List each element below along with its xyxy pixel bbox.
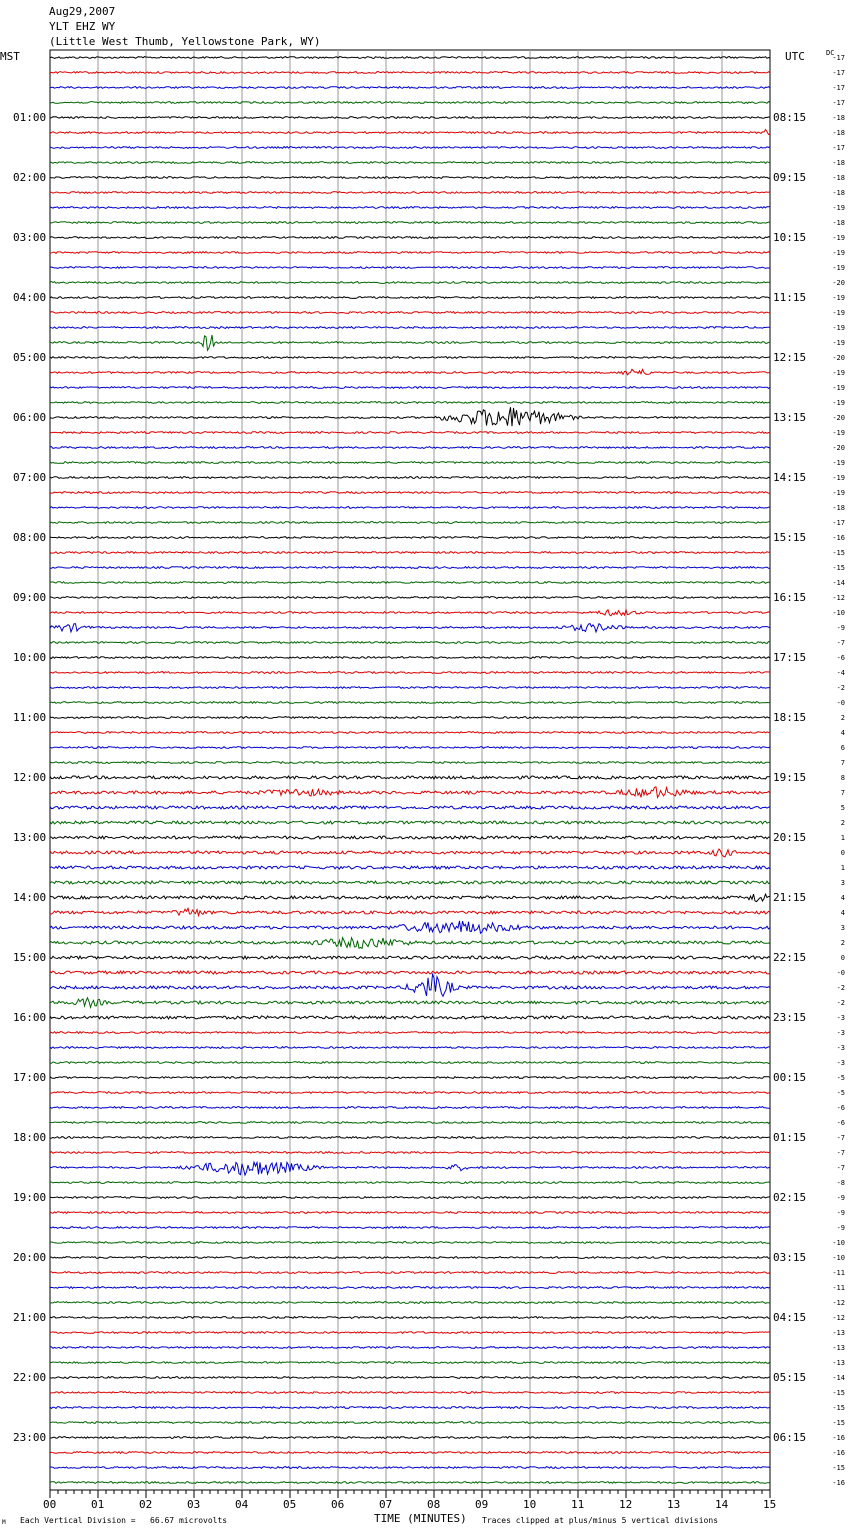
seismic-trace xyxy=(50,806,770,809)
seismic-trace xyxy=(50,971,770,974)
seismic-trace xyxy=(50,102,770,104)
seismic-trace xyxy=(50,1197,770,1199)
trace-dc-value: 3 xyxy=(840,878,845,887)
seismic-trace xyxy=(50,552,770,554)
trace-dc-value: -20 xyxy=(832,443,845,452)
trace-dc-value: 1 xyxy=(840,833,845,842)
utc-hour-label: 16:15 xyxy=(773,590,807,604)
trace-dc-value: -18 xyxy=(832,188,845,197)
utc-hour-label: 00:15 xyxy=(773,1070,807,1084)
trace-dc-value: -19 xyxy=(832,473,845,482)
mst-hour-label: 11:00 xyxy=(13,710,47,724)
seismic-trace xyxy=(50,1362,770,1364)
seismic-trace xyxy=(50,335,770,350)
utc-hour-label: 10:15 xyxy=(773,230,807,244)
seismic-trace xyxy=(50,1122,770,1124)
mst-hour-label: 07:00 xyxy=(13,470,47,484)
trace-dc-value: 4 xyxy=(840,908,845,917)
seismic-trace xyxy=(50,1182,770,1184)
trace-dc-value: -7 xyxy=(836,1148,845,1157)
seismic-trace xyxy=(50,732,770,734)
trace-dc-value: -11 xyxy=(832,1283,845,1292)
utc-axis-label: UTC xyxy=(785,50,805,63)
utc-hour-label: 04:15 xyxy=(773,1310,807,1324)
mst-hour-label: 23:00 xyxy=(13,1430,47,1444)
trace-dc-value: -9 xyxy=(836,1208,845,1217)
seismic-trace xyxy=(50,147,770,149)
trace-dc-value: -15 xyxy=(832,1418,845,1427)
utc-hour-label: 14:15 xyxy=(773,470,807,484)
seismic-trace xyxy=(50,908,770,915)
trace-dc-value: -15 xyxy=(832,1463,845,1472)
utc-hour-label: 01:15 xyxy=(773,1130,807,1144)
seismic-trace xyxy=(50,624,770,632)
trace-dc-value: -5 xyxy=(836,1088,845,1097)
seismic-trace xyxy=(50,1092,770,1094)
seismic-trace xyxy=(50,477,770,479)
trace-dc-value: -15 xyxy=(832,563,845,572)
trace-dc-value: -18 xyxy=(832,158,845,167)
trace-dc-value: -9 xyxy=(836,1223,845,1232)
seismic-trace xyxy=(50,881,770,884)
x-tick-label: 05 xyxy=(283,1498,297,1511)
seismic-trace xyxy=(50,1077,770,1079)
trace-dc-value: 7 xyxy=(840,788,845,797)
seismic-trace xyxy=(50,567,770,569)
trace-dc-value: 2 xyxy=(840,818,845,827)
trace-dc-value: -20 xyxy=(832,278,845,287)
trace-dc-value: -19 xyxy=(832,293,845,302)
trace-dc-value: -20 xyxy=(832,353,845,362)
seismic-trace xyxy=(50,369,770,375)
seismic-trace xyxy=(50,894,770,902)
mst-hour-label: 13:00 xyxy=(13,830,47,844)
seismic-trace xyxy=(50,492,770,494)
trace-dc-value: -7 xyxy=(836,638,845,647)
trace-dc-value: -5 xyxy=(836,1073,845,1082)
trace-dc-value: 4 xyxy=(840,728,845,737)
trace-dc-value: -17 xyxy=(832,143,845,152)
trace-dc-value: -16 xyxy=(832,1478,845,1487)
seismic-trace xyxy=(50,537,770,539)
trace-dc-value: -7 xyxy=(836,1163,845,1172)
x-axis-title: TIME (MINUTES) xyxy=(374,1512,467,1525)
utc-hour-label: 21:15 xyxy=(773,890,807,904)
seismic-trace xyxy=(50,717,770,719)
trace-dc-value: -15 xyxy=(832,1388,845,1397)
x-tick-label: 12 xyxy=(619,1498,633,1511)
seismic-trace xyxy=(50,462,770,464)
trace-dc-value: -3 xyxy=(836,1058,845,1067)
mst-hour-label: 18:00 xyxy=(13,1130,47,1144)
mst-hour-label: 10:00 xyxy=(13,650,47,664)
header-date: Aug29,2007 xyxy=(49,5,116,18)
trace-dc-value: -19 xyxy=(832,383,845,392)
seismic-trace xyxy=(50,117,770,119)
trace-dc-value: -12 xyxy=(832,1313,845,1322)
seismic-trace xyxy=(50,956,770,959)
trace-dc-value: -15 xyxy=(832,548,845,557)
trace-dc-value: -17 xyxy=(832,53,845,62)
trace-dc-value: -19 xyxy=(832,248,845,257)
seismic-trace xyxy=(50,975,770,997)
trace-dc-value: -13 xyxy=(832,1328,845,1337)
seismic-trace xyxy=(50,1467,770,1469)
mst-hour-label: 22:00 xyxy=(13,1370,47,1384)
x-tick-label: 09 xyxy=(475,1498,489,1511)
trace-dc-value: -16 xyxy=(832,1433,845,1442)
utc-hour-label: 09:15 xyxy=(773,170,807,184)
seismic-trace xyxy=(50,1107,770,1109)
seismic-trace xyxy=(50,1392,770,1394)
x-tick-label: 08 xyxy=(427,1498,441,1511)
trace-dc-value: -18 xyxy=(832,218,845,227)
trace-dc-value: -19 xyxy=(832,203,845,212)
trace-dc-value: -10 xyxy=(832,608,845,617)
x-tick-label: 15 xyxy=(763,1498,777,1511)
trace-dc-value: -17 xyxy=(832,518,845,527)
mst-hour-label: 02:00 xyxy=(13,170,47,184)
x-tick-label: 03 xyxy=(187,1498,201,1511)
seismic-trace xyxy=(50,1287,770,1289)
corner-mark: M xyxy=(2,1519,6,1526)
trace-dc-value: 7 xyxy=(840,758,845,767)
seismic-trace xyxy=(50,57,770,59)
scale-note: Each Vertical Division = 66.67 microvolts xyxy=(20,1516,228,1525)
seismic-trace xyxy=(50,776,770,779)
utc-hour-label: 22:15 xyxy=(773,950,807,964)
seismic-trace xyxy=(50,72,770,74)
mst-hour-label: 17:00 xyxy=(13,1070,47,1084)
utc-hour-label: 17:15 xyxy=(773,650,807,664)
seismic-trace xyxy=(50,407,770,426)
clip-note: Traces clipped at plus/minus 5 vertical divisions xyxy=(482,1516,719,1525)
seismic-trace xyxy=(50,222,770,224)
trace-dc-value: 2 xyxy=(840,713,845,722)
trace-dc-value: -17 xyxy=(832,83,845,92)
seismic-trace xyxy=(50,921,770,933)
trace-dc-value: -13 xyxy=(832,1358,845,1367)
seismic-trace xyxy=(50,1227,770,1229)
trace-dc-value: -4 xyxy=(836,668,845,677)
mst-hour-label: 03:00 xyxy=(13,230,47,244)
utc-hour-label: 15:15 xyxy=(773,530,807,544)
seismic-trace xyxy=(50,237,770,239)
trace-dc-value: 8 xyxy=(840,773,845,782)
trace-dc-value: 1 xyxy=(840,863,845,872)
seismic-trace xyxy=(50,387,770,389)
seismic-trace xyxy=(50,1407,770,1409)
seismic-trace xyxy=(50,87,770,89)
trace-dc-value: -16 xyxy=(832,533,845,542)
trace-dc-value: -12 xyxy=(832,593,845,602)
mst-hour-label: 01:00 xyxy=(13,110,47,124)
trace-dc-value: -6 xyxy=(836,1118,845,1127)
trace-dc-value: -3 xyxy=(836,1013,845,1022)
trace-dc-value: -20 xyxy=(832,413,845,422)
x-tick-label: 06 xyxy=(331,1498,345,1511)
seismic-trace xyxy=(50,597,770,599)
utc-hour-label: 23:15 xyxy=(773,1010,807,1024)
trace-dc-value: -15 xyxy=(832,1403,845,1412)
seismic-trace xyxy=(50,162,770,164)
trace-dc-value: -10 xyxy=(832,1238,845,1247)
seismic-trace xyxy=(50,447,770,449)
seismic-trace xyxy=(50,327,770,329)
x-tick-label: 01 xyxy=(91,1498,105,1511)
seismic-trace xyxy=(50,1302,770,1304)
utc-hour-label: 19:15 xyxy=(773,770,807,784)
seismic-trace xyxy=(50,1317,770,1319)
seismic-trace xyxy=(50,1242,770,1244)
x-tick-label: 14 xyxy=(715,1498,729,1511)
utc-hour-label: 03:15 xyxy=(773,1250,807,1264)
x-tick-label: 04 xyxy=(235,1498,249,1511)
seismic-trace xyxy=(50,192,770,194)
trace-dc-value: -7 xyxy=(836,1133,845,1142)
mst-hour-label: 04:00 xyxy=(13,290,47,304)
trace-dc-value: -18 xyxy=(832,128,845,137)
mst-hour-label: 15:00 xyxy=(13,950,47,964)
seismic-trace xyxy=(50,177,770,179)
trace-dc-value: -2 xyxy=(836,683,845,692)
seismic-trace xyxy=(50,312,770,314)
mst-hour-label: 16:00 xyxy=(13,1010,47,1024)
seismic-trace xyxy=(50,687,770,689)
trace-dc-value: -19 xyxy=(832,458,845,467)
trace-dc-value: -2 xyxy=(836,998,845,1007)
seismic-trace xyxy=(50,207,770,209)
seismic-trace xyxy=(50,432,770,434)
mst-axis-label: MST xyxy=(0,50,20,63)
seismic-trace xyxy=(50,821,770,824)
trace-dc-value: 2 xyxy=(840,938,845,947)
trace-dc-value: -11 xyxy=(832,1268,845,1277)
seismic-trace xyxy=(50,762,770,764)
trace-dc-value: -17 xyxy=(832,68,845,77)
trace-dc-value: -19 xyxy=(832,323,845,332)
seismic-trace xyxy=(50,1437,770,1439)
trace-dc-value: -19 xyxy=(832,398,845,407)
trace-dc-value: 5 xyxy=(840,803,845,812)
x-tick-label: 11 xyxy=(571,1498,585,1511)
x-tick-label: 10 xyxy=(523,1498,537,1511)
seismic-trace xyxy=(50,297,770,299)
mst-hour-label: 12:00 xyxy=(13,770,47,784)
trace-dc-value: -19 xyxy=(832,488,845,497)
mst-hour-label: 19:00 xyxy=(13,1190,47,1204)
utc-hour-label: 05:15 xyxy=(773,1370,807,1384)
seismic-trace xyxy=(50,998,770,1008)
mst-hour-label: 09:00 xyxy=(13,590,47,604)
header-station: YLT EHZ WY xyxy=(49,20,116,33)
seismic-trace xyxy=(50,787,770,798)
trace-dc-value: -0 xyxy=(836,698,845,707)
trace-dc-value: -9 xyxy=(836,623,845,632)
seismic-trace xyxy=(50,402,770,404)
seismic-trace xyxy=(50,507,770,509)
trace-dc-value: -14 xyxy=(832,578,845,587)
trace-dc-value: -3 xyxy=(836,1028,845,1037)
mst-hour-label: 20:00 xyxy=(13,1250,47,1264)
trace-dc-value: -19 xyxy=(832,338,845,347)
seismic-trace xyxy=(50,938,770,949)
seismic-trace xyxy=(50,1016,770,1019)
trace-dc-value: -19 xyxy=(832,233,845,242)
mst-hour-label: 21:00 xyxy=(13,1310,47,1324)
seismic-trace xyxy=(50,1347,770,1349)
trace-dc-value: -18 xyxy=(832,503,845,512)
plot-frame xyxy=(50,50,770,1490)
seismic-trace xyxy=(50,1162,770,1175)
trace-dc-value: -14 xyxy=(832,1373,845,1382)
utc-hour-label: 02:15 xyxy=(773,1190,807,1204)
header-location: (Little West Thumb, Yellowstone Park, WY) xyxy=(49,35,321,48)
seismic-trace xyxy=(50,1332,770,1334)
trace-dc-value: 4 xyxy=(840,893,845,902)
trace-dc-value: -19 xyxy=(832,308,845,317)
seismic-trace xyxy=(50,1452,770,1454)
seismic-trace xyxy=(50,849,770,857)
mst-hour-label: 05:00 xyxy=(13,350,47,364)
x-tick-label: 02 xyxy=(139,1498,153,1511)
trace-dc-value: -12 xyxy=(832,1298,845,1307)
mst-hour-label: 06:00 xyxy=(13,410,47,424)
trace-dc-value: 3 xyxy=(840,923,845,932)
utc-hour-label: 08:15 xyxy=(773,110,807,124)
trace-dc-value: -9 xyxy=(836,1193,845,1202)
seismic-trace xyxy=(50,747,770,749)
seismic-trace xyxy=(50,282,770,284)
seismic-trace xyxy=(50,267,770,269)
trace-dc-value: -10 xyxy=(832,1253,845,1262)
trace-dc-value: -0 xyxy=(836,968,845,977)
x-tick-label: 00 xyxy=(43,1498,57,1511)
utc-hour-label: 11:15 xyxy=(773,290,807,304)
seismic-trace xyxy=(50,1062,770,1064)
seismic-trace xyxy=(50,1257,770,1259)
seismic-trace xyxy=(50,672,770,674)
utc-hour-label: 20:15 xyxy=(773,830,807,844)
utc-hour-label: 13:15 xyxy=(773,410,807,424)
trace-dc-value: -16 xyxy=(832,1448,845,1457)
seismic-trace xyxy=(50,582,770,584)
dc-label: DC xyxy=(826,49,835,57)
mst-hour-label: 08:00 xyxy=(13,530,47,544)
trace-dc-value: -6 xyxy=(836,1103,845,1112)
seismic-trace xyxy=(50,836,770,839)
x-tick-label: 07 xyxy=(379,1498,393,1511)
seismic-trace xyxy=(50,1032,770,1034)
seismic-trace xyxy=(50,1422,770,1424)
seismic-trace xyxy=(50,252,770,254)
seismic-trace xyxy=(50,610,770,616)
trace-dc-value: -17 xyxy=(832,98,845,107)
x-tick-label: 13 xyxy=(667,1498,681,1511)
seismic-trace xyxy=(50,1482,770,1484)
trace-dc-value: -18 xyxy=(832,173,845,182)
seismic-trace xyxy=(50,1377,770,1379)
mst-hour-label: 14:00 xyxy=(13,890,47,904)
seismic-trace xyxy=(50,866,770,869)
seismic-trace xyxy=(50,357,770,359)
trace-dc-value: -19 xyxy=(832,263,845,272)
utc-hour-label: 18:15 xyxy=(773,710,807,724)
seismic-trace xyxy=(50,642,770,644)
trace-dc-value: -19 xyxy=(832,368,845,377)
trace-dc-value: -8 xyxy=(836,1178,845,1187)
trace-dc-value: -2 xyxy=(836,983,845,992)
seismic-trace xyxy=(50,1212,770,1214)
seismic-trace xyxy=(50,1137,770,1139)
trace-dc-value: 0 xyxy=(840,953,845,962)
trace-dc-value: -3 xyxy=(836,1043,845,1052)
utc-hour-label: 12:15 xyxy=(773,350,807,364)
utc-hour-label: 06:15 xyxy=(773,1430,807,1444)
trace-dc-value: -6 xyxy=(836,653,845,662)
trace-dc-value: 6 xyxy=(840,743,845,752)
seismic-trace xyxy=(50,1272,770,1274)
trace-dc-value: -13 xyxy=(832,1343,845,1352)
trace-dc-value: 0 xyxy=(840,848,845,857)
seismic-trace xyxy=(50,1152,770,1154)
seismic-trace xyxy=(50,1047,770,1049)
seismic-trace xyxy=(50,522,770,524)
seismic-trace xyxy=(50,702,770,704)
seismic-trace xyxy=(50,130,770,135)
trace-dc-value: -18 xyxy=(832,113,845,122)
trace-dc-value: -19 xyxy=(832,428,845,437)
seismic-trace xyxy=(50,657,770,659)
